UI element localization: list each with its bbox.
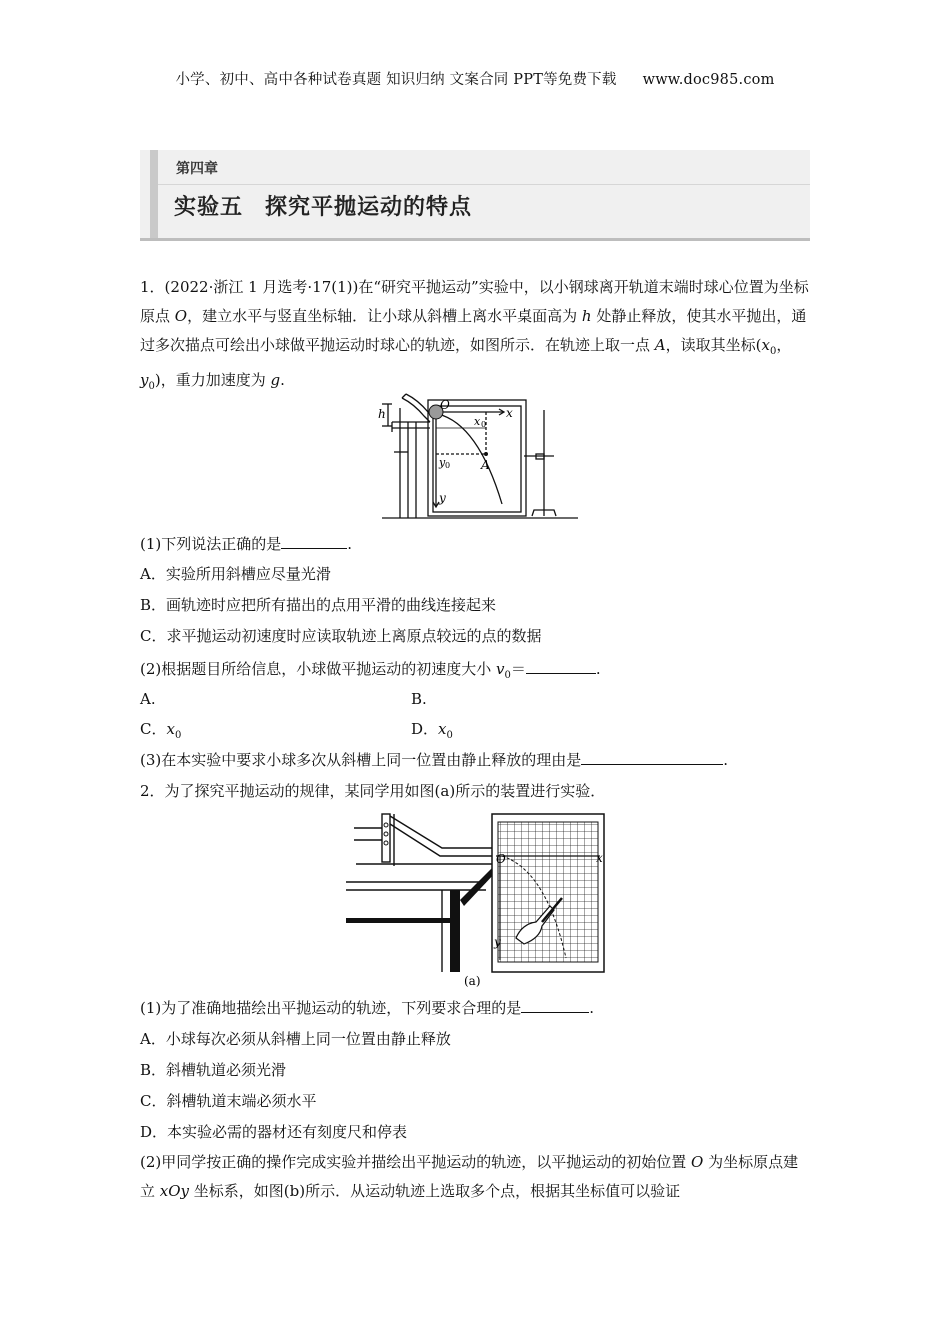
fig1-label-x0: x — [474, 415, 481, 428]
fig1-label-A: A — [481, 458, 490, 472]
q2-figure — [346, 810, 610, 992]
fig1-label-O: O — [440, 398, 450, 412]
fig2-caption: (a) — [464, 974, 481, 988]
q1-figure — [378, 392, 578, 520]
answer-blank[interactable] — [581, 750, 723, 765]
fig1-label-h: h — [378, 407, 386, 421]
q1-p2-option-a: A. — [140, 690, 156, 708]
q2-p1-option-a: A．小球每次必须从斜槽上同一位置由静止释放 — [140, 1030, 451, 1048]
fig1-label-y0sub: 0 — [445, 461, 451, 470]
fig1-label-y0: y — [439, 456, 446, 469]
q1-p2-option-b: B. — [411, 690, 427, 708]
fig2-label-O: O — [496, 852, 506, 866]
title-topic: 探究平抛运动的特点 — [265, 195, 473, 220]
q1-p2-option-c: C．$x_0$ — [140, 720, 182, 741]
site-header — [0, 68, 950, 89]
q2-p1-option-c: C．斜槽轨道末端必须水平 — [140, 1092, 317, 1110]
q2-part2: (2)甲同学按正确的操作完成实验并描绘出平抛运动的轨迹，以平抛运动的初始位置 O 为坐标原点建立 xOy 坐标系，如图(b)所示．从运动轨迹上选取多个点，根据其坐标值可以验证 — [140, 1153, 799, 1200]
fig1-label-x: x — [506, 406, 513, 420]
fig2-label-y: y — [494, 935, 501, 949]
q1-part3: (3)在本实验中要求小球多次从斜槽上同一位置由静止释放的理由是 . — [140, 751, 729, 769]
answer-blank[interactable] — [281, 534, 347, 549]
header-text: 小学、初中、高中各种试卷真题 知识归纳 文案合同 PPT等免费下载 — [175, 72, 617, 88]
banner-accent-bar — [150, 150, 158, 238]
title-experiment: 实验五 — [174, 195, 244, 220]
page-title — [174, 190, 472, 221]
q2-intro: 2．为了探究平抛运动的规律，某同学用如图(a)所示的装置进行实验． — [140, 782, 606, 800]
q2-p1-option-d: D．本实验必需的器材还有刻度尺和停表 — [140, 1123, 408, 1141]
fig1-label-x0sub: 0 — [481, 420, 487, 429]
q1-p2-option-d: D．$x_0$ — [411, 720, 453, 741]
q1-intro: 1．(2022·浙江 1 月选考·17(1))在“研究平抛运动”实验中，以小钢球离开轨道末端时球心位置为坐标原点 O，建立水平与竖直坐标轴．让小球从斜槽上离水平桌面高为 h 处静止释放，使其水平抛出，通过多次描点可绘出小球做平抛运动时球心的轨迹，如图所示．在轨迹上取一点 A，读取其坐标($x_0$，$y_0$)，重力加速度为 g. — [140, 278, 809, 392]
q2-p1-option-b: B．斜槽轨道必须光滑 — [140, 1061, 287, 1079]
answer-blank[interactable] — [521, 998, 589, 1013]
fig2-label-x: x — [596, 851, 603, 865]
banner-divider — [158, 184, 810, 185]
answer-blank[interactable] — [526, 659, 596, 674]
q1-p1-option-c: C．求平抛运动初速度时应读取轨迹上离原点较远的点的数据 — [140, 627, 542, 645]
q2-part1: (1)为了准确地描绘出平抛运动的轨迹，下列要求合理的是 . — [140, 999, 595, 1017]
chapter-banner — [140, 150, 810, 241]
q1-p1-option-b: B．画轨迹时应把所有描出的点用平滑的曲线连接起来 — [140, 596, 497, 614]
chapter-label: 第四章 — [176, 161, 218, 177]
header-url[interactable]: www.doc985.com — [642, 72, 775, 88]
q1-p1-option-a: A．实验所用斜槽应尽量光滑 — [140, 565, 331, 583]
q1-part2: (2)根据题目所给信息，小球做平抛运动的初速度大小 $v_0=$ . — [140, 660, 601, 681]
fig1-label-y: y — [439, 491, 446, 505]
q1-part1: (1)下列说法正确的是 . — [140, 535, 353, 553]
